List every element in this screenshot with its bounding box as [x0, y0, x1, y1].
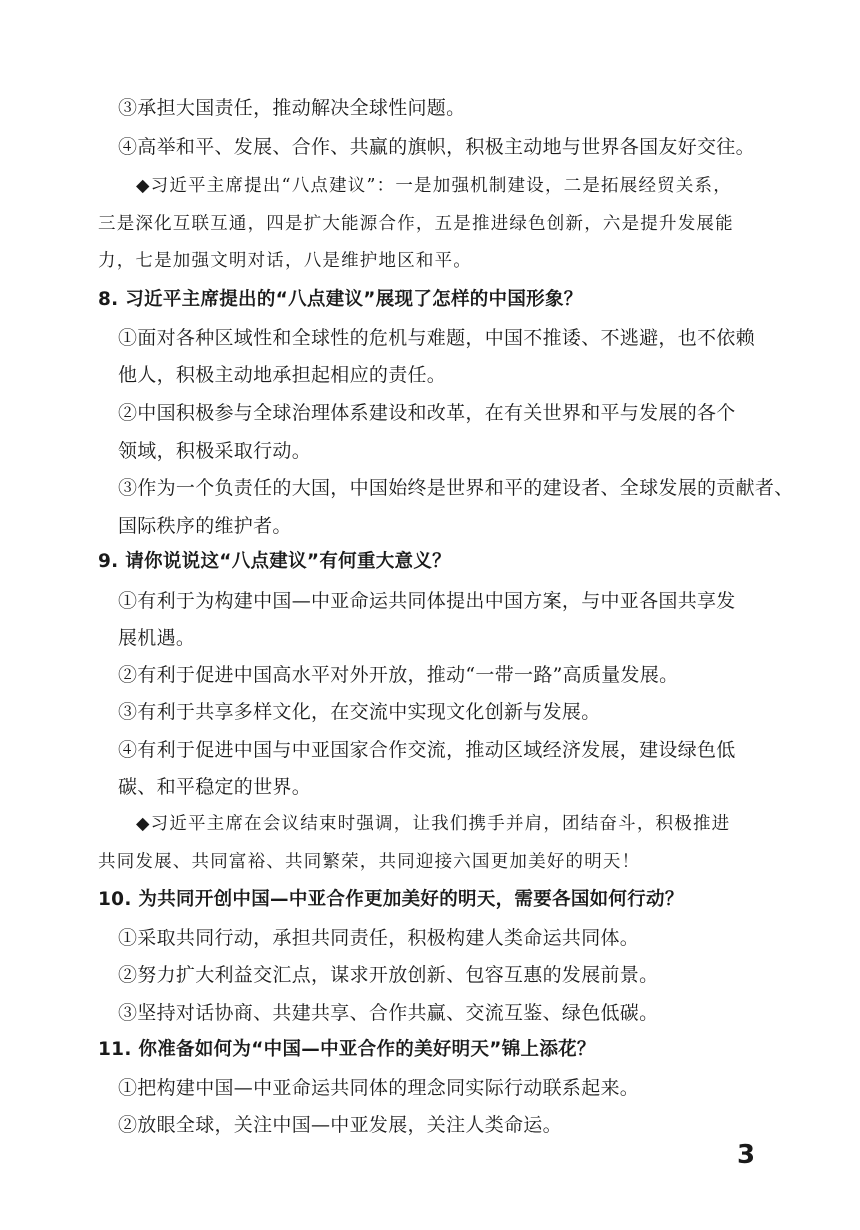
answer-line: 碳、和平稳定的世界。 — [118, 776, 312, 798]
note-line: ◆习近平主席提出“八点建议”：一是加强机制建设，二是拓展经贸关系， — [136, 176, 732, 196]
answer-line: ①把构建中国—中亚命运共同体的理念同实际行动联系起来。 — [118, 1077, 640, 1099]
answer-line: ②有利于促进中国高水平对外开放，推动“一带一路”高质量发展。 — [118, 664, 679, 686]
answer-line: ②中国积极参与全球治理体系建设和改革，在有关世界和平与发展的各个 — [118, 402, 736, 424]
question-9-title: 9. 请你说说这“八点建议”有何重大意义？ — [98, 551, 451, 572]
note-line: 力，七是加强文明对话，八是维护地区和平。 — [98, 251, 472, 271]
page-number: 3 — [737, 1140, 756, 1170]
note-line: ◆习近平主席在会议结束时强调，让我们携手并肩，团结奋斗，积极推进 — [136, 814, 731, 834]
question-8-title: 8. 习近平主席提出的“八点建议”展现了怎样的中国形象？ — [98, 289, 583, 310]
answer-line: ①采取共同行动，承担共同责任，积极构建人类命运共同体。 — [118, 927, 640, 949]
answer-line: ③作为一个负责任的大国，中国始终是世界和平的建设者、全球发展的贡献者、 — [118, 477, 794, 499]
answer-line: ④有利于促进中国与中亚国家合作交流，推动区域经济发展，建设绿色低 — [118, 739, 736, 761]
answer-line: ③有利于共享多样文化，在交流中实现文化创新与发展。 — [118, 701, 601, 723]
answer-line: 他人，积极主动地承担起相应的责任。 — [118, 364, 447, 386]
note-line: 共同发展、共同富裕、共同繁荣，共同迎接六国更加美好的明天！ — [98, 852, 641, 872]
note-line: 三是深化互联互通，四是扩大能源合作，五是推进绿色创新，六是提升发展能 — [98, 214, 734, 234]
answer-line: ①面对各种区域性和全球性的危机与难题，中国不推诿、不逃避，也不依赖 — [118, 327, 755, 349]
answer-line: 展机遇。 — [118, 627, 196, 649]
question-11-title: 11. 你准备如何为“中国—中亚合作的美好明天”锦上添花？ — [98, 1039, 596, 1060]
answer-line: ③坚持对话协商、共建共享、合作共赢、交流互鉴、绿色低碳。 — [118, 1002, 659, 1024]
answer-line: ③承担大国责任，推动解决全球性问题。 — [118, 97, 466, 119]
answer-line: ④高举和平、发展、合作、共赢的旗帜，积极主动地与世界各国友好交往。 — [118, 136, 755, 158]
answer-line: ②放眼全球，关注中国—中亚发展，关注人类命运。 — [118, 1114, 562, 1136]
answer-line: ①有利于为构建中国—中亚命运共同体提出中国方案，与中亚各国共享发 — [118, 590, 736, 612]
answer-line: 国际秩序的维护者。 — [118, 515, 292, 537]
answer-line: 领域，积极采取行动。 — [118, 440, 312, 462]
question-10-title: 10. 为共同开创中国—中亚合作更加美好的明天，需要各国如何行动？ — [98, 889, 684, 910]
answer-line: ②努力扩大利益交汇点，谋求开放创新、包容互惠的发展前景。 — [118, 964, 659, 986]
